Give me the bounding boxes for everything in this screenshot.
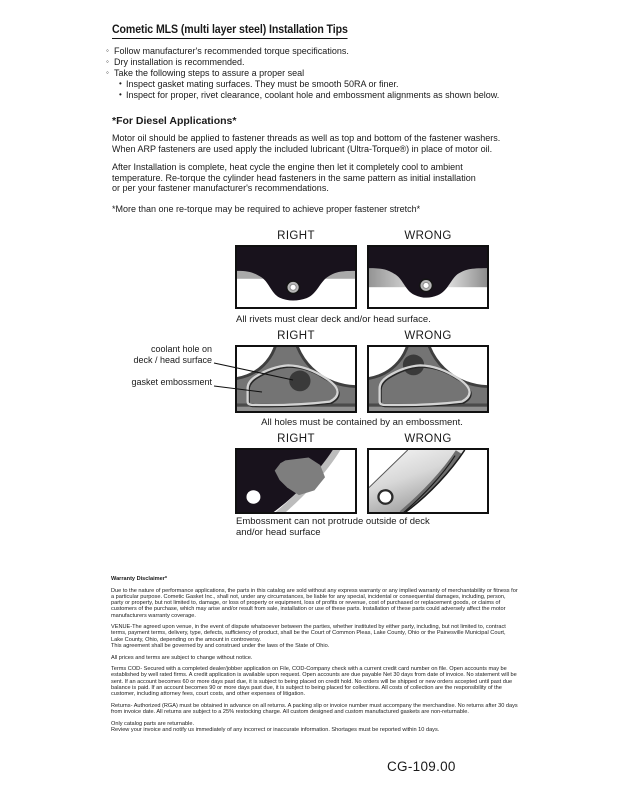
protrusion-right-panel [235, 448, 357, 514]
wrong-label: WRONG [404, 230, 452, 242]
open-bullet-icon: ◦ [106, 67, 109, 77]
terms-paragraph: Terms COD- Secured with a completed dealer/jobber application on File, COD-Company check with a current credit card number on file. Open accounts may be established by well rated firms. A credit application is available upon request. Open accounts are due payable Net 30 days from date of invoice. No statement will be sent. If an account becomes 60 or more days past due, it is subject to being placed on credit hold. No orders will be shipped or new orders accepted until past due balance is paid. If an account becomes 90 or more days past due, it is subject to being placed for collections. All costs of collection are the responsibility of the customer, including attorney fees, court costs, and other expenses of litigation. [111, 666, 517, 698]
embossment-right-panel [235, 345, 357, 413]
rivet-caption: All rivets must clear deck and/or head surface. [236, 314, 431, 325]
list-item [106, 46, 499, 57]
catalog-parts-line: Only catalog parts are returnable. [111, 720, 195, 727]
diesel-paragraph-1: Motor oil should be applied to fastener threads as well as top and bottom of the fastener washers. When ARP fasteners are used apply the included lubricant (Ultra-Torque®) in place of motor oil. [112, 133, 501, 154]
bolt-hole [246, 490, 260, 504]
page-title: Cometic MLS (multi layer steel) Installation Tips [112, 24, 348, 39]
protrusion-right-diagram [237, 450, 355, 512]
warranty-disclaimer [111, 576, 518, 739]
retorque-note: *More than one re-torque may be required to achieve proper fastener stretch* [112, 204, 421, 214]
disclaimer-paragraph: Due to the nature of performance applications, the parts in this catalog are sold without any express warranty or any implied warranty of merchantability or fitness for a particular purpose. Cometic Gasket Inc., shall not, under any circumstances, be liable for any special, incidental or consequential damages, including, person, party or property, but not limited to, damage, or loss of property or equipment, loss of profits or revenue, cost of purchased or replacement goods, or claims of customers of the purchase, which may arise and/or result from sale, installation or use of these parts. Installation of these parts could adversely affect the motor manufacturers warranty coverage. [111, 587, 518, 619]
tip-text: Inspect for proper, rivet clearance, coolant hole and embossment alignments as shown below. [126, 89, 500, 100]
coolant-hole-label: coolant hole on deck / head surface [133, 344, 212, 365]
rivet-wrong-panel [367, 245, 489, 309]
filled-bullet-icon: • [119, 89, 122, 99]
list-item [106, 68, 499, 79]
venue-paragraph: VENUE-The agreed upon venue, in the event of dispute whatsoever between the parties, whether instituted by either party, including, but not limited to, contract terms, payment terms, delivery, type, defects, sufficiency of product, shall be the Court of Common Pleas, Lake County, Ohio or the Painesville Municipal Court, Lake County, Ohio, depending on the amount in controversy. [111, 624, 506, 643]
disclaimer-heading: Warranty Disclaimer* [111, 576, 168, 582]
embossment-wrong-panel [367, 345, 489, 413]
coolant-hole [289, 371, 310, 392]
returns-paragraph: Returns- Authorized (RGA) must be obtained in advance on all returns. A packing slip or invoice number must accompany the merchandise. No returns after 30 days from invoice date. All returns are subject to a 25% restocking charge. All custom designed and custom manufactured gaskets are non-returnable. [111, 702, 518, 715]
tip-text: Follow manufacturer's recommended torque specifications. [114, 46, 349, 56]
wrong-label: WRONG [404, 330, 452, 342]
diesel-heading: *For Diesel Applications* [112, 115, 237, 127]
prices-line: All prices and terms are subject to change without notice. [111, 654, 253, 661]
governing-law-line: This agreement shall be governed by and construed under the laws of the State of Ohio. [111, 642, 330, 649]
embossment-right-diagram [237, 347, 355, 411]
list-item [106, 57, 499, 68]
review-invoice-line: Review your invoice and notify us immediately of any incorrect or inaccurate information. Shortages must be reported within 10 days. [111, 726, 440, 733]
tip-text: Take the following steps to assure a proper seal [114, 67, 305, 78]
right-label: RIGHT [277, 330, 315, 342]
right-label: RIGHT [277, 433, 315, 445]
list-item [119, 79, 499, 90]
protrusion-wrong-panel [367, 448, 489, 514]
open-bullet-icon: ◦ [106, 56, 109, 66]
embossment-caption: All holes must be contained by an embossment. [261, 417, 463, 428]
protrusion-caption: Embossment can not protrude outside of deck and/or head surface [236, 516, 430, 538]
tip-text: Dry installation is recommended. [114, 56, 245, 67]
wrong-label: WRONG [404, 433, 452, 445]
rivet-wrong-diagram [369, 247, 487, 307]
protrusion-wrong-diagram [369, 450, 487, 512]
page-number: CG-109.00 [387, 759, 456, 774]
bolt-hole [378, 490, 392, 504]
open-bullet-icon: ◦ [106, 46, 109, 55]
filled-bullet-icon: • [119, 78, 122, 88]
installation-tips-list [106, 46, 499, 101]
rivet-right-diagram [237, 247, 355, 307]
right-label: RIGHT [277, 230, 315, 242]
gasket-embossment-label: gasket embossment [131, 377, 212, 387]
tip-text: Inspect gasket mating surfaces. They must be smooth 50RA or finer. [126, 78, 399, 89]
list-item [119, 90, 499, 101]
embossment-wrong-diagram [369, 347, 487, 411]
rivet-right-panel [235, 245, 357, 309]
diesel-paragraph-2: After Installation is complete, heat cycle the engine then let it completely cool to ambient temperature. Re-torque the cylinder head fasteners in the same pattern as initial installation or per your fastener manufacturer's recommendations. [112, 162, 476, 194]
